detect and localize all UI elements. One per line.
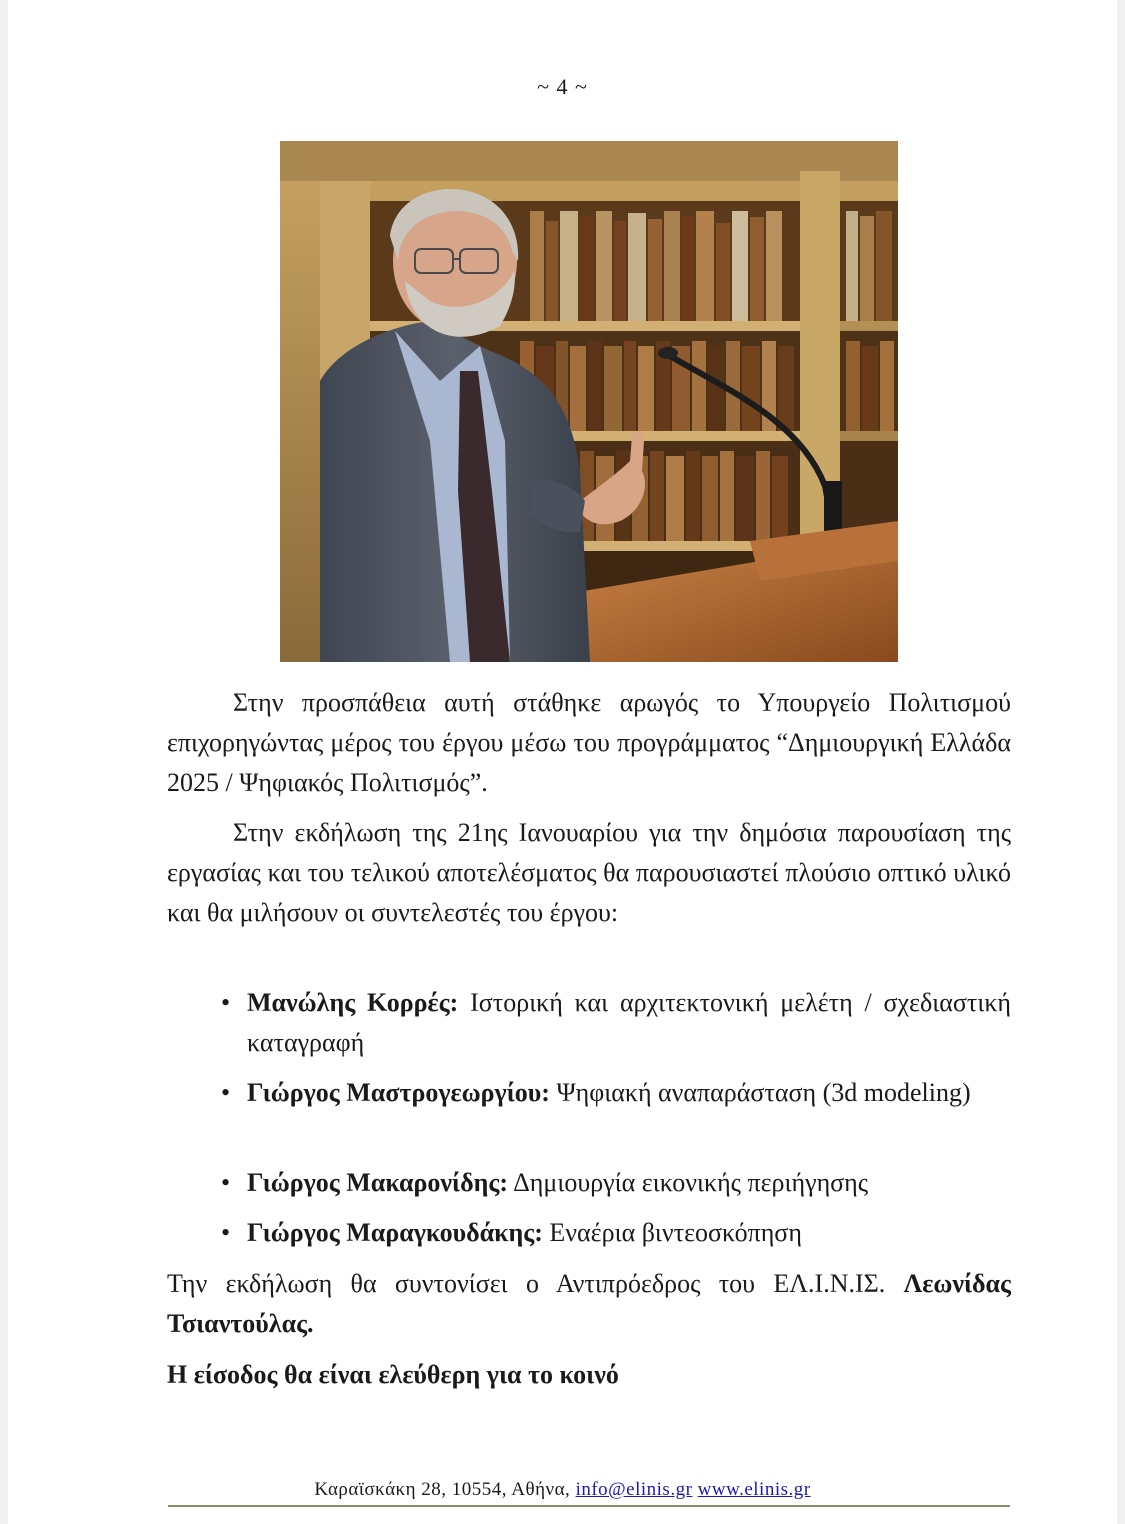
website-link[interactable]: www.elinis.gr	[697, 1479, 811, 1500]
contributor-role: Ιστορική και αρχιτεκτονική μελέτη / σχεδιαστική καταγραφή	[247, 988, 1012, 1057]
speaker-photo	[280, 141, 898, 662]
list-item	[221, 1163, 1011, 1213]
contributor-role: Δημιουργία εικονικής περιήγησης	[513, 1168, 869, 1197]
contributor-role: Εναέρια βιντεοσκόπηση	[549, 1218, 802, 1247]
footer	[8, 1479, 1117, 1501]
bullet-icon: •	[221, 1218, 231, 1247]
contributor-name: Γιώργος Μαραγκουδάκης:	[247, 1218, 543, 1247]
contributor-name: Μανώλης Κορρές:	[247, 988, 459, 1017]
coordinator-text: Την εκδήλωση θα συντονίσει ο Αντιπρόεδρος του ΕΛ.Ι.Ν.ΙΣ.	[167, 1269, 886, 1298]
bullet-icon: •	[221, 1168, 231, 1197]
email-link[interactable]: info@elinis.gr	[575, 1479, 693, 1500]
list-item	[221, 1213, 1011, 1253]
page-number: ~ 4 ~	[537, 74, 588, 99]
bullet-icon: •	[221, 1078, 231, 1107]
footer-address: Καραϊσκάκη 28, 10554, Αθήνα,	[314, 1479, 571, 1500]
list-item	[221, 1073, 1011, 1163]
paragraph-event-text: Στην εκδήλωση της 21ης Ιανουαρίου για την δημόσια παρουσίαση της εργασίας και του τελικού αποτελέσματος θα παρουσιαστεί πλούσιο οπτικό υλικό και θα μιλήσουν οι συντελεστές του έργου:	[167, 818, 1011, 927]
document-page	[8, 0, 1117, 1524]
coordinator-name: Λεωνίδας Τσιαντούλας.	[167, 1269, 1012, 1338]
paragraph-support	[167, 683, 1011, 803]
entry-note: Η είσοδος θα είναι ελεύθερη για το κοινό	[167, 1360, 619, 1389]
contributor-role: Ψηφιακή αναπαράσταση (3d modeling)	[556, 1078, 971, 1107]
contributor-name: Γιώργος Μαστρογεωργίου:	[247, 1078, 550, 1107]
contributors-list	[221, 983, 1011, 1253]
paragraph-support-text: Στην προσπάθεια αυτή στάθηκε αρωγός το Υπουργείο Πολιτισμού επιχορηγώντας μέρος του έργου μέσω του προγράμματος “Δημιουργική Ελλάδα 2025 / Ψηφιακός Πολιτισμός”.	[167, 688, 1011, 797]
contributor-name: Γιώργος Μακαρονίδης:	[247, 1168, 508, 1197]
list-item	[221, 983, 1011, 1073]
bullet-icon: •	[221, 988, 231, 1017]
paragraph-event	[167, 813, 1011, 933]
footer-divider	[168, 1505, 1010, 1507]
paragraph-coordinator	[167, 1264, 1011, 1344]
